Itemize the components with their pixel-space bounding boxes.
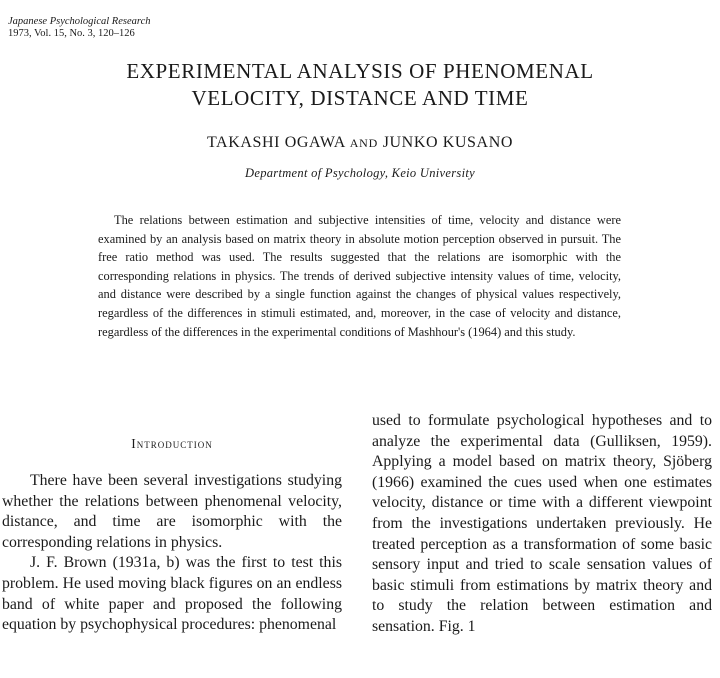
journal-header xyxy=(8,16,150,40)
section-heading-introduction: Introduction xyxy=(131,436,213,451)
left-column xyxy=(2,436,342,636)
affiliation: Department of Psychology, Keio University xyxy=(245,166,475,180)
author-first: TAKASHI OGAWA xyxy=(206,134,346,151)
journal-name: Japanese Psychological Research xyxy=(8,16,151,27)
author-conjunction: AND xyxy=(349,136,379,150)
intro-paragraph-1: There have been several investigations studying whether the relations between phenomenal velocity, distance, and time are isomorphic with the corresponding relations in physics. xyxy=(2,472,342,551)
authors xyxy=(0,134,720,152)
paper-title xyxy=(0,58,720,112)
author-second: JUNKO KUSANO xyxy=(382,134,514,151)
paper-title-line-1: EXPERIMENTAL ANALYSIS OF PHENOMENAL xyxy=(126,59,594,83)
right-column-paragraph: used to formulate psychological hypotheses and to analyze the experimental data (Gulliksen, 1959). Applying a model based on matrix theory, Sjöberg (1966) examined the cues used when one estimates velocity, distance or time with a different viewpoint from the investigations undertaken previously. He treated perception as a transformation of some basic sensory input and tried to scale sensation values of basic stimuli from estimations by matrix theory and to study the relation between estimation and sensation. Fig. 1 xyxy=(372,412,712,635)
right-column xyxy=(372,411,712,638)
abstract: The relations between estimation and subjective intensities of time, velocity and distance were examined by an analysis based on matrix theory in absolute motion perception observed in pursuit. The free ratio method was used. The results suggested that the relations are isomorphic with the corresponding relations in physics. The trends of derived subjective intensity values of time, velocity, and distance were described by a single function against the changes of physical values respectively, regardless of the differences in stimuli estimated, and, moreover, in the case of velocity and distance, regardless of the differences in the experimental conditions of Mashhour's (1964) and this study. xyxy=(98,213,621,339)
journal-volume: 1973, Vol. 15, No. 3, 120–126 xyxy=(8,28,135,39)
intro-paragraph-2: J. F. Brown (1931a, b) was the first to test this problem. He used moving black figures on an endless band of white paper and proposed the following equation by psychophysical procedures: phenomenal xyxy=(2,554,342,634)
paper-title-line-2: VELOCITY, DISTANCE AND TIME xyxy=(191,86,529,110)
